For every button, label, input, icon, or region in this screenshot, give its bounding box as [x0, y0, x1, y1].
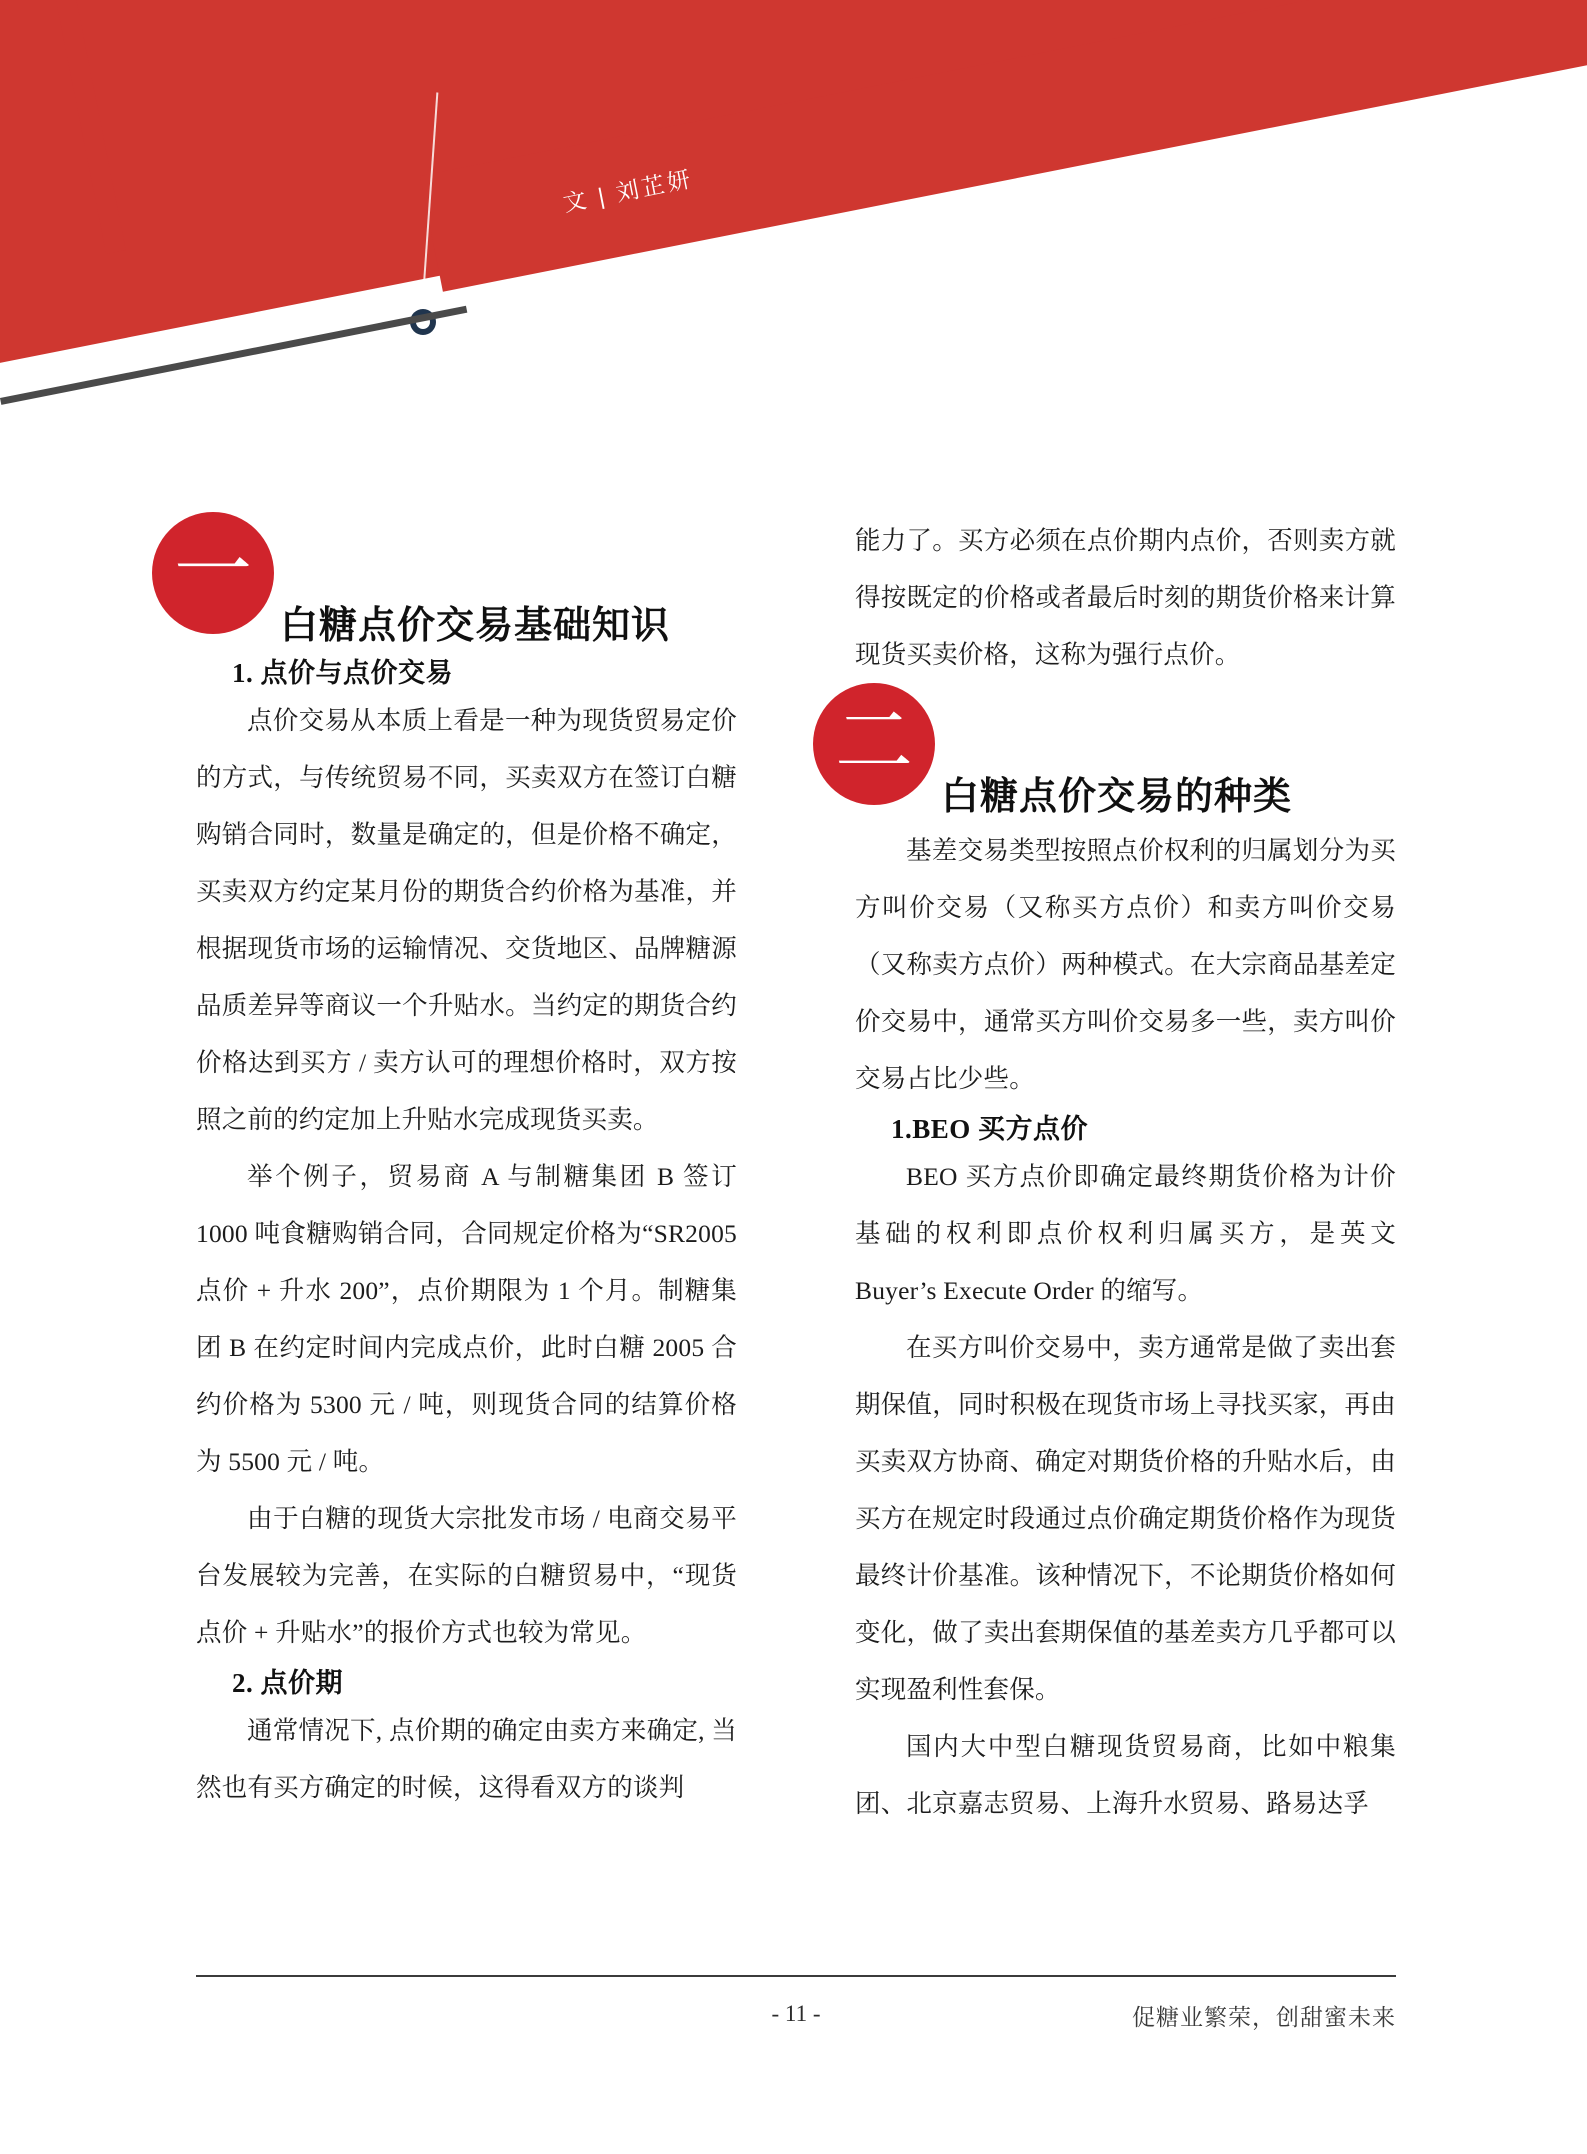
- subheading-dianjia-and-trading: 1. 点价与点价交易: [232, 658, 453, 688]
- subheading-beo-buyer-pricing: 1.BEO 买方点价: [891, 1114, 1089, 1144]
- article-column-right: [834, 512, 1396, 1872]
- paragraph-beo-definition: BEO 买方点价即确定最终期货价格为计价基础的权利即点价权利归属买方，是英文 Buyer’s Execute Order 的缩写。: [855, 1162, 1396, 1305]
- section-number-glyph: 一: [173, 527, 252, 614]
- paragraph-buyer-call-trade: 在买方叫价交易中，卖方通常是做了卖出套期保值，同时积极在现货市场上寻找买家，再由买卖双方协商、确定对期货价格的升贴水后，由买方在规定时段通过点价确定期货价格作为现货最终计价基准。该种情况下，不论期货价格如何变化，做了卖出套期保值的基差卖方几乎都可以实现盈利性套保。: [855, 1333, 1396, 1704]
- section-number-circle-two: [813, 683, 935, 805]
- section-title-one: 白糖点价交易基础知识: [280, 605, 671, 647]
- map-pin-icon: [392, 292, 454, 378]
- page-number: - 11 -: [771, 2001, 821, 2026]
- subheading-pricing-period: 2. 点价期: [232, 1668, 343, 1698]
- section-number-glyph: 二: [834, 698, 913, 785]
- article-columns: [173, 512, 1396, 1872]
- paragraph-pricing-period: 通常情况下, 点价期的确定由卖方来确定, 当然也有买方确定的时候，这得看双方的谈判: [196, 1716, 737, 1802]
- section-number-circle-one: [152, 512, 274, 634]
- paragraph-domestic-traders: 国内大中型白糖现货贸易商，比如中粮集团、北京嘉志贸易、上海升水贸易、路易达孚: [855, 1732, 1396, 1818]
- section-heading-one: [173, 512, 737, 647]
- paragraph-basis-trade-types: 基差交易类型按照点价权利的归属划分为买方叫价交易（又称买方点价）和卖方叫价交易（又称卖方点价）两种模式。在大宗商品基差定价交易中，通常买方叫价交易多一些，卖方叫价交易占比少些。: [855, 836, 1396, 1093]
- paragraph-example: 举个例子，贸易商 A 与制糖集团 B 签订 1000 吨食糖购销合同，合同规定价格为“SR2005 点价 + 升水 200”，点价期限为 1 个月。制糖集团 B 在约定时间内完成点价，此时白糖 2005 合约价格为 5300 元 / 吨，则现货合同的结算价格为 5500 元 / 吨。: [196, 1162, 737, 1476]
- footer-divider: [196, 1975, 1396, 1977]
- page-footer: [196, 1975, 1396, 2095]
- paragraph-spot-market: 由于白糖的现货大宗批发市场 / 电商交易平台发展较为完善，在实际的白糖贸易中，“现货点价 + 升贴水”的报价方式也较为常见。: [196, 1504, 737, 1647]
- section-title-two: 白糖点价交易的种类: [941, 776, 1293, 818]
- article-column-left: [173, 512, 737, 1872]
- page-header-banner: [0, 0, 1587, 420]
- footer-tagline: 促糖业繁荣，创甜蜜未来: [1132, 2004, 1396, 2030]
- paragraph-definition: 点价交易从本质上看是一种为现货贸易定价的方式，与传统贸易不同，买卖双方在签订白糖购销合同时，数量是确定的，但是价格不确定，买卖双方约定某月份的期货合约价格为基准，并根据现货市场的运输情况、交货地区、品牌糖源品质差异等商议一个升贴水。当约定的期货合约价格达到买方 / 卖方认可的理想价格时，双方按照之前的约定加上升贴水完成现货买卖。: [196, 706, 737, 1134]
- paragraph-forced-pricing: 能力了。买方必须在点价期内点价，否则卖方就得按既定的价格或者最后时刻的期货价格来计算现货买卖价格，这称为强行点价。: [855, 526, 1396, 669]
- author-byline: 文 | 刘芷妍: [560, 165, 696, 217]
- section-heading-two: [834, 683, 1396, 818]
